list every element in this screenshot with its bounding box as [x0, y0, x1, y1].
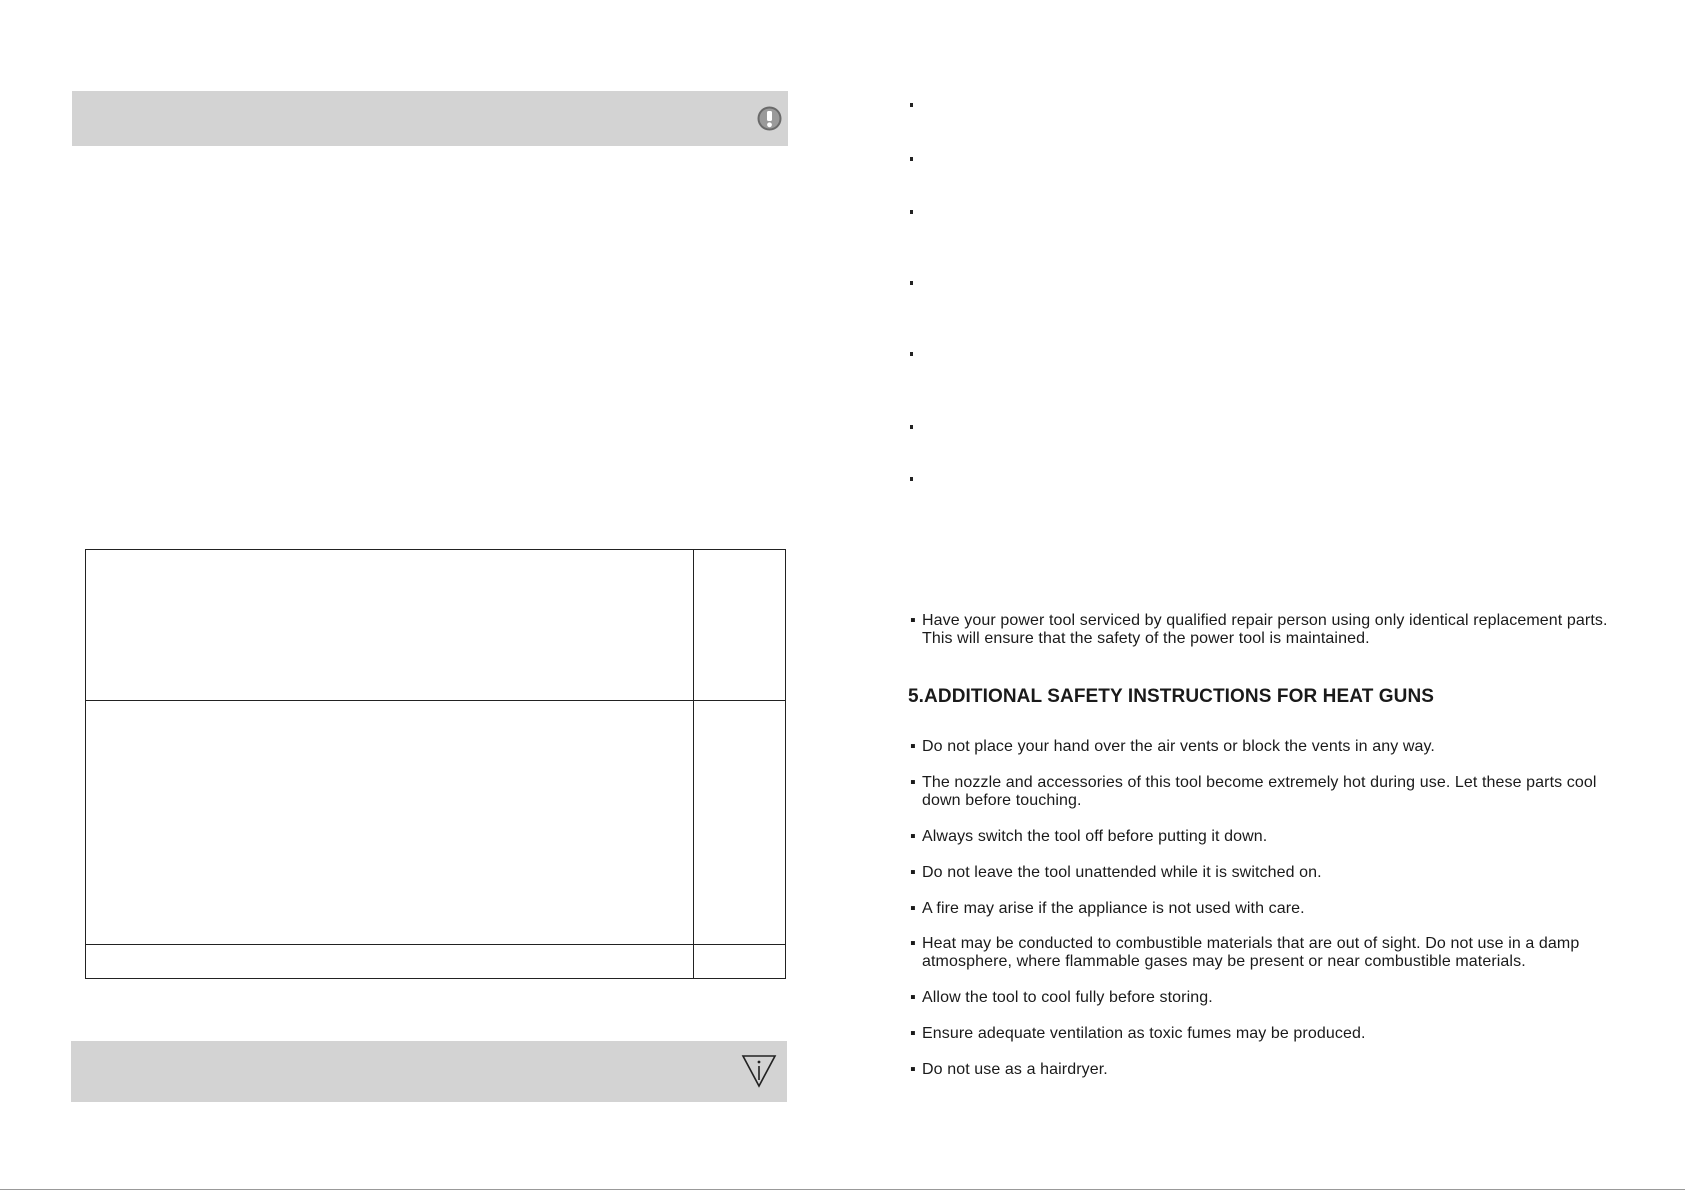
list-item-text: The nozzle and accessories of this tool become extremely hot during use. Let these parts cool down before touching.	[922, 774, 1597, 809]
bullet-marker	[910, 281, 913, 285]
list-item: ▪ Heat may be conducted to combustible materials that are out of sight. Do not use in a damp atmosphere, where flammable gases may be present or near combustible materials.	[910, 935, 1630, 971]
list-item: ▪ Do not place your hand over the air vents or block the vents in any way.	[910, 738, 1630, 756]
list-item-text: Ensure adequate ventilation as toxic fumes may be produced.	[922, 1025, 1366, 1042]
list-item: ▪ Have your power tool serviced by qualified repair person using only identical replacement parts. This will ensure that the safety of the power tool is maintained.	[910, 612, 1630, 648]
section-heading: 5.ADDITIONAL SAFETY INSTRUCTIONS FOR HEAT GUNS	[908, 686, 1435, 707]
info-header-band	[71, 1041, 787, 1102]
list-item-text: Allow the tool to cool fully before storing.	[922, 989, 1213, 1006]
warning-header-band	[72, 91, 788, 146]
list-item: ▪ Allow the tool to cool fully before storing.	[910, 989, 1630, 1007]
list-item-text: Do not leave the tool unattended while it is switched on.	[922, 864, 1322, 881]
bullet-marker	[910, 352, 913, 356]
symbol-table	[85, 549, 786, 979]
table-column-divider	[693, 550, 694, 978]
list-item: ▪ Do not leave the tool unattended while it is switched on.	[910, 864, 1630, 882]
list-item: ▪ Always switch the tool off before putting it down.	[910, 828, 1630, 846]
info-triangle-icon	[741, 1054, 777, 1088]
table-row-divider	[86, 944, 785, 945]
list-item-text: Have your power tool serviced by qualified repair person using only identical replacement parts. This will ensure that the safety of the power tool is maintained.	[922, 612, 1608, 647]
page-edge-line	[0, 1189, 1685, 1190]
list-item: ▪ Do not use as a hairdryer.	[910, 1061, 1630, 1079]
list-item-text: Do not place your hand over the air vents or block the vents in any way.	[922, 738, 1435, 755]
bullet-marker	[910, 157, 913, 161]
list-item: ▪ The nozzle and accessories of this tool become extremely hot during use. Let these parts cool down before touching.	[910, 774, 1630, 810]
bullet-marker	[910, 210, 913, 214]
list-item-text: A fire may arise if the appliance is not used with care.	[922, 900, 1305, 917]
bullet-marker	[910, 425, 913, 429]
table-row-divider	[86, 700, 785, 701]
list-item: ▪ A fire may arise if the appliance is not used with care.	[910, 900, 1630, 918]
bullet-marker	[910, 103, 913, 107]
list-item: ▪ Ensure adequate ventilation as toxic fumes may be produced.	[910, 1025, 1630, 1043]
list-item-text: Heat may be conducted to combustible materials that are out of sight. Do not use in a damp atmosphere, where flammable gases may be present or near combustible materials.	[922, 935, 1580, 970]
list-item-text: Do not use as a hairdryer.	[922, 1061, 1108, 1078]
exclamation-circle-icon	[757, 106, 782, 131]
list-item-text: Always switch the tool off before putting it down.	[922, 828, 1268, 845]
bullet-marker	[910, 477, 913, 481]
